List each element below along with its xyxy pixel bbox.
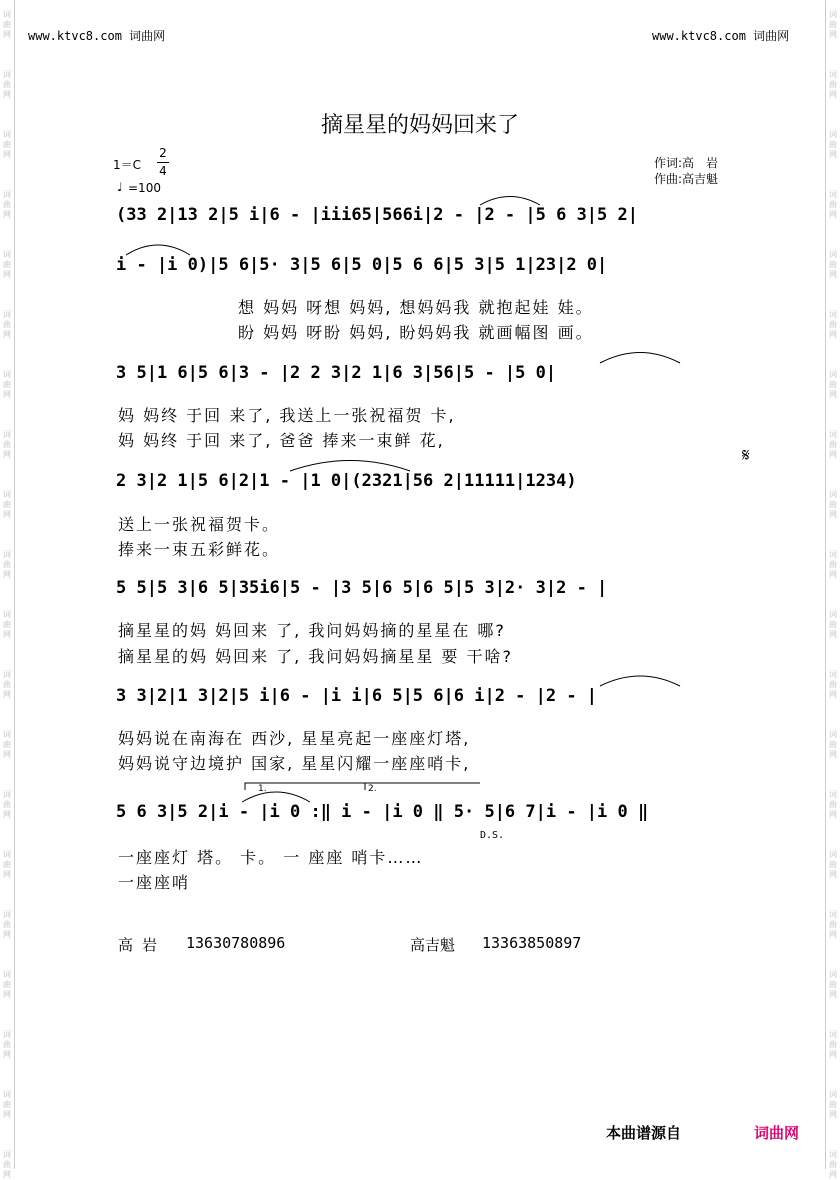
slur <box>242 792 310 802</box>
lyric-row-3-verse-1: 妈 妈终 于回 来了, 我送上一张祝福贺 卡, <box>118 406 456 425</box>
score-row-2: i - |i 0)|5 6|5· 3|5 6|5 0|5 6 6|5 3|5 1|23|2 0| <box>116 255 608 275</box>
watermark-text: 词 曲 网 <box>829 430 837 459</box>
score-row-7: 5 6 3|5 2|i - |i 0 :‖ i - |i 0 ‖ 5· 5|6 7|i - |i 0 ‖ <box>116 802 649 822</box>
lyric-row-3-verse-2: 妈 妈终 于回 来了, 爸爸 捧来一束鲜 花, <box>118 431 445 450</box>
watermark-text: 词 曲 网 <box>829 610 837 639</box>
score-row-3: 3 5|1 6|5 6|3 - |2 2 3|2 1|6 3|56|5 - |5 0| <box>116 363 557 383</box>
watermark-text: 词 曲 网 <box>829 730 837 759</box>
score-row-5: 5 5|5 3|6 5|35i6|5 - |3 5|6 5|6 5|5 3|2· 3|2 - | <box>116 578 608 598</box>
watermark-text: 词 曲 网 <box>829 970 837 999</box>
quarter-note-icon: ♩ <box>117 180 123 194</box>
watermark-text: 词 曲 网 <box>829 670 837 699</box>
watermark-text: 词 曲 网 <box>3 910 11 939</box>
watermark-text: 词 曲 网 <box>829 370 837 399</box>
lyric-row-2-verse-2: 盼 妈妈 呀盼 妈妈, 盼妈妈我 就画幅图 画。 <box>238 323 594 342</box>
slur <box>600 353 680 364</box>
lyricist-credit: 作词:高 岩 <box>654 156 719 170</box>
watermark-text: 词 曲 网 <box>3 70 11 99</box>
slur <box>290 461 410 472</box>
segno-icon: 𝄋 <box>742 445 750 466</box>
watermark-text: 词 曲 网 <box>3 970 11 999</box>
site-url-left[interactable]: www.ktvc8.com 词曲网 <box>28 29 166 43</box>
time-signature-bottom: 4 <box>159 164 167 178</box>
watermark-text: 词 曲 网 <box>3 790 11 819</box>
contact-phone-1: 13630780896 <box>186 934 286 952</box>
watermark-text: 词 曲 网 <box>829 10 837 39</box>
song-title: 摘星星的妈妈回来了 <box>320 113 519 138</box>
watermark-text: 词 曲 网 <box>3 550 11 579</box>
watermark-text: 词 曲 网 <box>829 490 837 519</box>
watermark-text: 词 曲 网 <box>3 1030 11 1059</box>
watermark-text: 词 曲 网 <box>3 130 11 159</box>
contact-name-1: 高 岩 <box>118 936 158 954</box>
watermark-text: 词 曲 网 <box>3 610 11 639</box>
watermark-text: 词 曲 网 <box>3 430 11 459</box>
volta-1-bracket <box>245 783 365 790</box>
lyric-row-6-verse-1: 妈妈说在南海在 西沙, 星星亮起一座座灯塔, <box>118 729 471 748</box>
ds-marking: D.S. <box>480 830 505 841</box>
watermark-text: 词 曲 网 <box>3 310 11 339</box>
watermark-text: 词 曲 网 <box>829 910 837 939</box>
contact-name-2: 高吉魁 <box>410 936 456 954</box>
watermark-text: 词 曲 网 <box>3 730 11 759</box>
watermark-text: 词 曲 网 <box>3 190 11 219</box>
watermark-text: 词 曲 网 <box>829 1030 837 1059</box>
watermark-text: 词 曲 网 <box>829 850 837 879</box>
watermark-text: 词 曲 网 <box>3 850 11 879</box>
watermark-text: 词 曲 网 <box>829 550 837 579</box>
watermark-text: 词 曲 网 <box>3 1090 11 1119</box>
footer-brand-link[interactable]: 词曲网 <box>754 1124 800 1142</box>
contact-phone-2: 13363850897 <box>482 934 582 952</box>
watermark-text: 词 曲 网 <box>3 10 11 39</box>
watermark-text: 词 曲 网 <box>829 130 837 159</box>
lyric-row-4-verse-2: 捧来一束五彩鲜花。 <box>118 540 281 559</box>
lyric-row-5-verse-2: 摘星星的妈 妈回来 了, 我问妈妈摘星星 要 干啥? <box>118 647 514 666</box>
slur <box>480 197 540 206</box>
score-row-6: 3 3|2|1 3|2|5 i|6 - |i i|6 5|5 6|6 i|2 - |2 - | <box>116 686 598 706</box>
volta-2-label: 2. <box>368 784 377 794</box>
slur <box>126 245 190 255</box>
watermark-text: 词 曲 网 <box>829 1090 837 1119</box>
watermark-text: 词 曲 网 <box>829 190 837 219</box>
score-row-4: 2 3|2 1|5 6|2|1 - |1 0|(2321|56 2|11111|1234) <box>116 471 577 491</box>
watermark-text: 词 曲 网 <box>829 790 837 819</box>
volta-2-bracket <box>365 783 480 790</box>
watermark-text: 词 曲 网 <box>829 310 837 339</box>
watermark-text: 词 曲 网 <box>3 1150 11 1179</box>
watermark-text: 词 曲 网 <box>3 670 11 699</box>
footer-source-label: 本曲谱源自 <box>606 1124 682 1142</box>
lyric-row-2-verse-1: 想 妈妈 呀想 妈妈, 想妈妈我 就抱起娃 娃。 <box>238 298 594 317</box>
lyric-row-6-verse-2: 妈妈说守边境护 国家, 星星闪耀一座座哨卡, <box>118 754 471 773</box>
lyric-row-4-verse-1: 送上一张祝福贺卡。 <box>118 515 281 534</box>
watermark-text: 词 曲 网 <box>829 70 837 99</box>
watermark-text: 词 曲 网 <box>829 1150 837 1179</box>
lyric-row-7-verse-1: 一座座灯 塔。 卡。 一 座座 哨卡…… <box>118 848 424 867</box>
watermark-text: 词 曲 网 <box>829 250 837 279</box>
slur <box>600 676 680 686</box>
tempo-mark: =100 <box>128 181 161 195</box>
watermark-text: 词 曲 网 <box>3 370 11 399</box>
composer-credit: 作曲:高吉魁 <box>654 172 719 186</box>
site-url-right[interactable]: www.ktvc8.com 词曲网 <box>652 29 790 43</box>
watermark-text: 词 曲 网 <box>3 490 11 519</box>
key-signature: 1＝C <box>113 158 142 172</box>
time-signature-top: 2 <box>159 146 167 160</box>
watermark-text: 词 曲 网 <box>3 250 11 279</box>
lyric-row-5-verse-1: 摘星星的妈 妈回来 了, 我问妈妈摘的星星在 哪? <box>118 621 506 640</box>
volta-1-label: 1. <box>258 784 267 794</box>
lyric-row-7-verse-2: 一座座哨 <box>118 873 191 892</box>
score-row-1: (33 2|13 2|5 i|6 - |iii65|566i|2 - |2 - |5 6 3|5 2| <box>116 205 638 225</box>
